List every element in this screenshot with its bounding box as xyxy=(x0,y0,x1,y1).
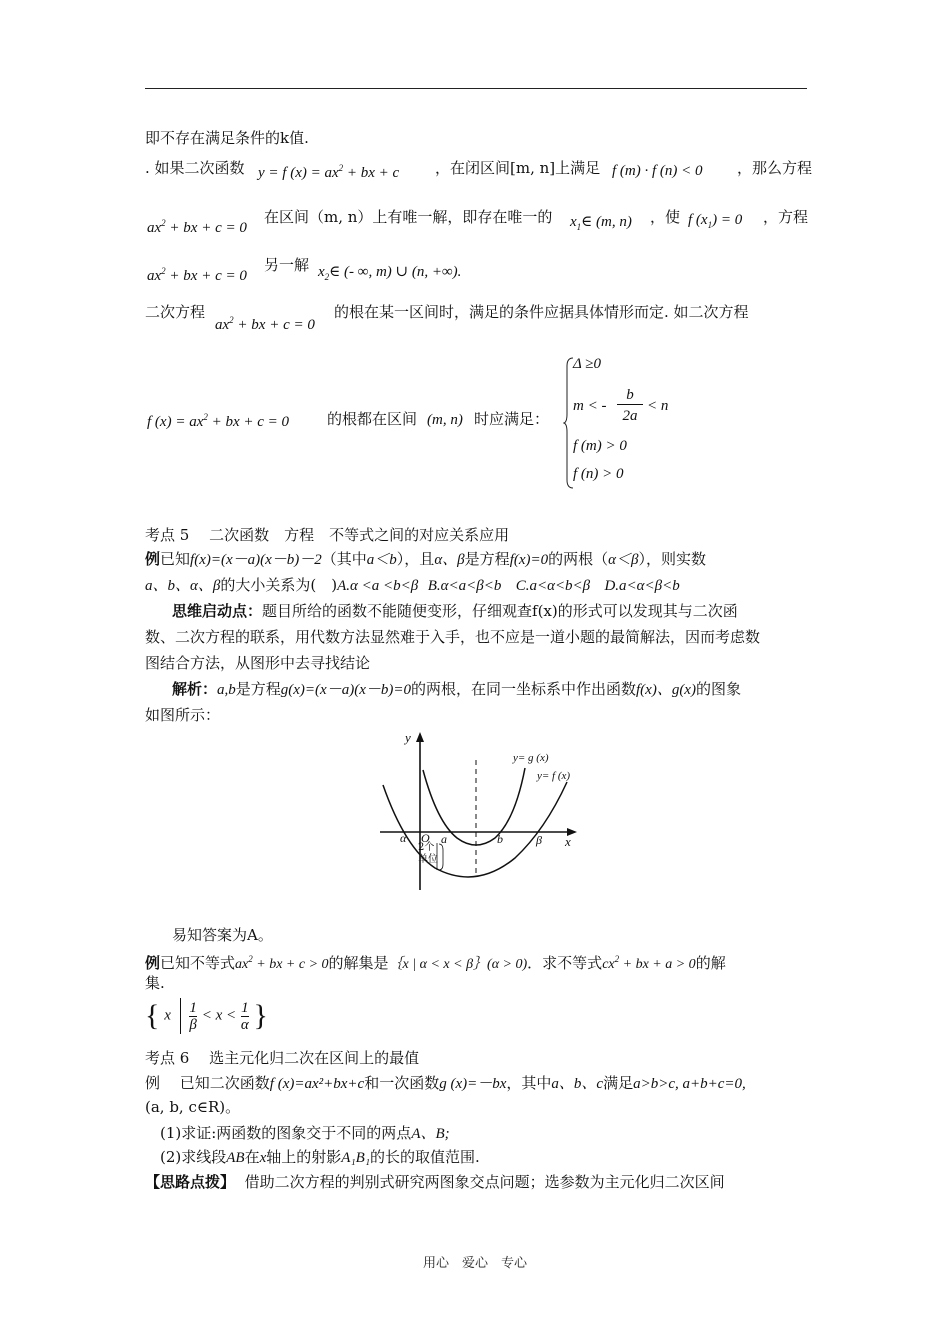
beta-label: β xyxy=(536,833,542,847)
condition-vertex-right: < n xyxy=(647,398,669,414)
fraction-denominator: 2a xyxy=(622,408,638,424)
hint-line: 【思路点拨】 借助二次方程的判别式研究两图象交点问题；选参数为主元化归二次区间 xyxy=(145,1173,725,1191)
text-line: (a, b, c∈R)。 xyxy=(145,1098,241,1116)
y-axis-label: y xyxy=(405,730,411,745)
f-curve-label: y= f (x) xyxy=(537,770,571,782)
text-fragment: ，那么方程 xyxy=(737,159,813,177)
math-expression: $ax^2$ + bx + c = 0 xyxy=(147,266,247,284)
text-fragment: ，方程 xyxy=(763,208,809,226)
text-line: 集. xyxy=(145,974,165,992)
unit-note-bottom: 单位 xyxy=(418,854,438,865)
condition-fm: f (m) > 0 xyxy=(573,438,627,454)
example-line: 例已知不等式$ax^2$ + bx + c > 0的解集是｛x | α < x < β｝(α > 0)．求不等式$cx^2$ + bx + a > 0的解 xyxy=(145,954,726,972)
text-fragment: 的根都在区间 xyxy=(327,410,418,428)
alpha-label: α xyxy=(400,831,407,845)
text-fragment: 在区间（m, n）上有唯一解，即存在唯一的 xyxy=(264,208,553,226)
example-line: 例已知f(x)=(x－a)(x－b)－2（其中a＜b），且α、β是方程f(x)=0的两根（α＜β），则实数 xyxy=(145,550,707,568)
text-fragment: 的根在某一区间时，满足的条件应据具体情形而定. 如二次方程 xyxy=(334,303,749,321)
function-graph xyxy=(375,730,585,895)
conditions-system xyxy=(563,356,673,490)
text-fragment: ，在闭区间[m, n]上满足 xyxy=(435,159,601,177)
math-expression: f (m) · f (n) < 0 xyxy=(612,163,703,179)
text-fragment: 二次方程 xyxy=(145,303,206,321)
text-line: 解析：a,b是方程g(x)=(x－a)(x－b)=0的两根，在同一坐标系中作出函数f(x)、g(x)的图象 xyxy=(172,680,741,698)
answer-set: { x $\frac{1}{\beta}$ < x < $\frac{1}{\alpha}$ } xyxy=(145,999,268,1033)
section-heading: 考点 5 二次函数 方程 不等式之间的对应关系应用 xyxy=(145,526,510,544)
text-line: . 如果二次函数 xyxy=(145,159,245,177)
origin-label: O xyxy=(421,831,430,845)
page-footer: 用心 爱心 专心 xyxy=(422,1256,527,1271)
text-line: 即不存在满足条件的k值. xyxy=(145,129,309,147)
condition-fn: f (n) > 0 xyxy=(573,466,624,482)
section-heading: 考点 6 选主元化归二次在区间上的最值 xyxy=(145,1049,420,1067)
condition-vertex: m < - xyxy=(573,398,607,414)
header-rule xyxy=(145,88,807,89)
math-expression: $ax^2$ + bx + c = 0 xyxy=(147,218,247,236)
text-fragment: 时应满足： xyxy=(474,410,550,428)
text-line: 数、二次方程的联系，用代数方法显然难于入手，也不应是一道小题的最简解法，因而考虑数 xyxy=(145,628,761,646)
question-1: (1)求证:两函数的图象交于不同的两点A、B; xyxy=(160,1124,450,1142)
math-expression: y = f $(x) = ax^2$ + bx + c xyxy=(258,163,400,181)
g-curve-label: y= g (x) xyxy=(513,752,549,764)
math-expression: ∈ (m, n) xyxy=(581,214,632,230)
a-label: a xyxy=(441,832,447,846)
fraction-numerator: b xyxy=(617,386,643,405)
x-axis-label: x xyxy=(565,834,571,849)
text-line: 图结合方法，从图形中去寻找结论 xyxy=(145,654,371,672)
example-line: 例 已知二次函数f (x)=ax²+bx+c和一次函数g (x)=－bx，其中a、b、c满足a>b>c, a+b+c=0, xyxy=(145,1074,746,1092)
math-expression: f $(x_1) = 0$ xyxy=(688,212,743,230)
parabola-figure xyxy=(375,730,585,899)
text-line: 思维启动点：题目所给的函数不能随便变形，仔细观查f(x)的形式可以发现其与二次函 xyxy=(172,602,738,620)
answer-line: 易知答案为A。 xyxy=(172,926,273,944)
condition-delta: Δ ≥0 xyxy=(573,356,602,372)
math-expression: (m, n) xyxy=(427,412,463,428)
math-expression: $ax^2$ + bx + c = 0 xyxy=(215,315,315,333)
example-line: a、b、α、β的大小关系为( )A.α <a <b<β B.α<a<β<b C.a<α<b<β D.a<α<β<b xyxy=(145,576,680,594)
math-expression: f $(x) = ax^2$ + bx + c = 0 xyxy=(147,412,290,430)
b-label: b xyxy=(497,832,503,846)
text-fragment: ，使 xyxy=(650,208,681,226)
math-expression: $x_2\in$ (- ∞, m) ∪ (n, +∞). xyxy=(318,264,462,282)
text-line: 如图所示： xyxy=(145,706,221,724)
text-fragment: 另一解 xyxy=(264,256,310,274)
question-2: (2)求线段AB在x轴上的射影A₁B₁的长的取值范围. xyxy=(160,1148,480,1166)
unit-note-top: 2个 xyxy=(418,842,435,853)
